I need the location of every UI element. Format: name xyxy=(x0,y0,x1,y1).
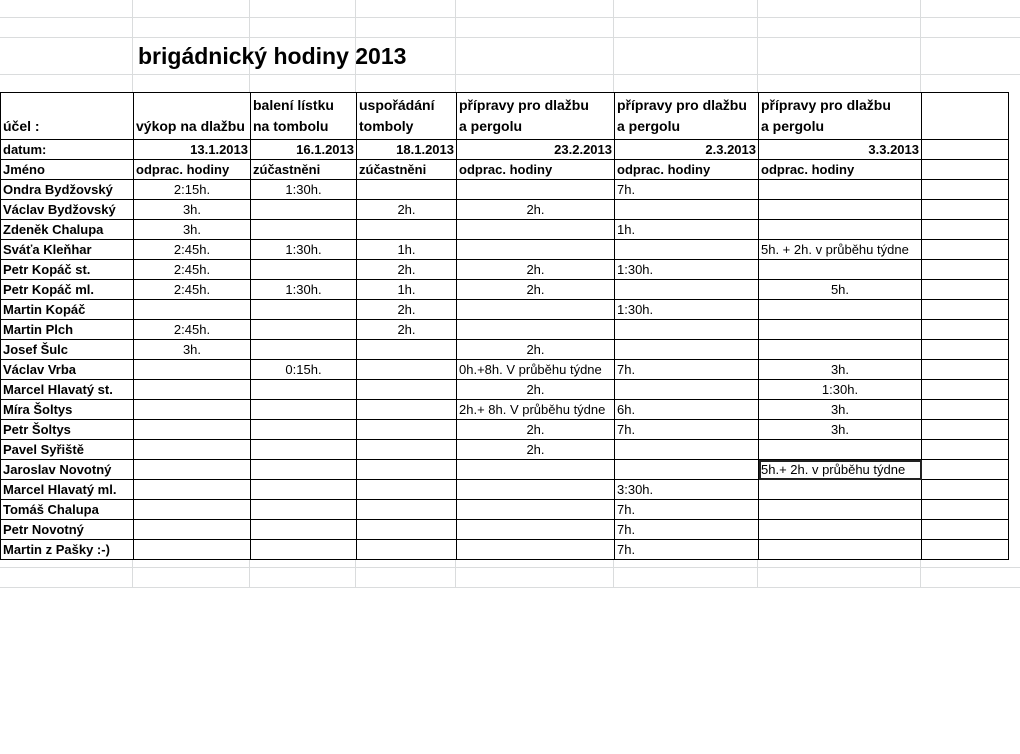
hours-cell[interactable] xyxy=(251,440,357,460)
hours-cell[interactable] xyxy=(251,300,357,320)
hours-cell[interactable] xyxy=(457,540,615,560)
person-name-cell[interactable]: Josef Šulc xyxy=(1,340,134,360)
hours-cell[interactable] xyxy=(457,220,615,240)
date-cell[interactable]: 13.1.2013 xyxy=(134,140,251,160)
table-row xyxy=(1,360,1009,380)
hours-cell[interactable] xyxy=(759,260,922,280)
hours-cell[interactable] xyxy=(759,540,922,560)
hours-cell[interactable]: 7h. xyxy=(615,180,759,200)
hours-cell[interactable]: 3:30h. xyxy=(615,480,759,500)
purpose-line: a pergolu xyxy=(761,118,825,134)
hours-cell[interactable]: 2h. xyxy=(357,200,457,220)
empty-cell[interactable] xyxy=(922,200,1009,220)
table-row xyxy=(1,500,1009,520)
empty-cell[interactable] xyxy=(922,340,1009,360)
table-row xyxy=(1,200,1009,220)
table-row xyxy=(1,300,1009,320)
hours-cell[interactable]: 2h.+ 8h. V průběhu týdne xyxy=(457,400,615,420)
table-row xyxy=(1,180,1009,200)
hours-cell[interactable] xyxy=(457,520,615,540)
hours-cell[interactable] xyxy=(251,200,357,220)
hours-cell[interactable] xyxy=(357,340,457,360)
hours-cell[interactable]: 0:15h. xyxy=(251,360,357,380)
hours-cell[interactable]: 1:30h. xyxy=(251,280,357,300)
date-cell[interactable]: 2.3.2013 xyxy=(615,140,759,160)
hours-cell[interactable] xyxy=(251,520,357,540)
hours-cell[interactable]: 7h. xyxy=(615,520,759,540)
hours-cell[interactable]: 2:45h. xyxy=(134,320,251,340)
hours-cell[interactable]: 5h. xyxy=(759,280,922,300)
purpose-row xyxy=(1,93,1009,140)
purpose-cell[interactable] xyxy=(251,93,357,140)
purpose-line: a pergolu xyxy=(459,118,523,134)
person-name-cell[interactable]: Marcel Hlavatý ml. xyxy=(1,480,134,500)
table-row xyxy=(1,400,1009,420)
table-row xyxy=(1,460,1009,480)
hours-cell[interactable] xyxy=(357,180,457,200)
hours-cell[interactable] xyxy=(759,300,922,320)
hours-cell[interactable] xyxy=(251,480,357,500)
table-row xyxy=(1,380,1009,400)
empty-cell[interactable] xyxy=(922,520,1009,540)
hours-cell[interactable] xyxy=(357,500,457,520)
table-row xyxy=(1,260,1009,280)
empty-cell[interactable] xyxy=(922,440,1009,460)
hours-cell[interactable]: 3h. xyxy=(134,340,251,360)
hours-cell[interactable]: 2:45h. xyxy=(134,240,251,260)
empty-cell[interactable] xyxy=(922,93,1009,140)
hours-cell[interactable]: 2h. xyxy=(457,420,615,440)
hours-cell[interactable]: 5h. + 2h. v průběhu týdne xyxy=(759,240,922,260)
purpose-cell[interactable] xyxy=(615,93,759,140)
hours-cell[interactable] xyxy=(251,380,357,400)
hours-cell[interactable] xyxy=(759,480,922,500)
hours-cell[interactable] xyxy=(134,500,251,520)
hours-cell[interactable]: 2:45h. xyxy=(134,260,251,280)
hours-cell[interactable] xyxy=(251,340,357,360)
hours-cell[interactable] xyxy=(251,540,357,560)
hours-cell[interactable]: 3h. xyxy=(134,220,251,240)
grid-horizontal-line xyxy=(0,37,1020,38)
hours-cell[interactable] xyxy=(134,380,251,400)
hours-cell[interactable] xyxy=(457,460,615,480)
hours-cell[interactable] xyxy=(357,520,457,540)
grid-horizontal-line xyxy=(0,74,1020,75)
empty-cell[interactable] xyxy=(922,400,1009,420)
person-name-cell[interactable]: Zdeněk Chalupa xyxy=(1,220,134,240)
purpose-line: balení lístku xyxy=(253,97,334,113)
name-header-cell[interactable]: Jméno xyxy=(1,160,134,180)
hours-cell[interactable]: 2h. xyxy=(457,380,615,400)
purpose-cell[interactable] xyxy=(357,93,457,140)
hours-cell[interactable]: 2h. xyxy=(357,260,457,280)
hours-cell[interactable] xyxy=(759,200,922,220)
hours-cell[interactable]: 0h.+8h. V průběhu týdne xyxy=(457,360,615,380)
purpose-line: přípravy pro dlažbu xyxy=(761,97,891,113)
hours-cell[interactable] xyxy=(134,460,251,480)
hours-cell[interactable] xyxy=(357,480,457,500)
hours-cell[interactable] xyxy=(357,220,457,240)
hours-cell[interactable] xyxy=(251,400,357,420)
hours-cell[interactable]: 7h. xyxy=(615,540,759,560)
hours-cell[interactable]: 2h. xyxy=(357,320,457,340)
column-header-cell[interactable]: odprac. hodiny xyxy=(615,160,759,180)
hours-cell[interactable]: 3h. xyxy=(759,400,922,420)
grid-horizontal-line xyxy=(0,17,1020,18)
empty-cell[interactable] xyxy=(922,460,1009,480)
table-row xyxy=(1,280,1009,300)
hours-cell[interactable] xyxy=(615,380,759,400)
grid-horizontal-line xyxy=(0,567,1020,568)
purpose-label-cell[interactable] xyxy=(1,93,134,140)
purpose-cell[interactable] xyxy=(134,93,251,140)
hours-cell[interactable] xyxy=(615,460,759,480)
hours-cell[interactable]: 2h. xyxy=(457,260,615,280)
empty-cell[interactable] xyxy=(922,180,1009,200)
table-row xyxy=(1,340,1009,360)
empty-cell[interactable] xyxy=(922,140,1009,160)
purpose-line: a pergolu xyxy=(617,118,681,134)
hours-cell[interactable] xyxy=(134,300,251,320)
column-header-cell[interactable]: zúčastněni xyxy=(251,160,357,180)
empty-cell[interactable] xyxy=(922,380,1009,400)
person-name-cell[interactable]: Martin z Pašky :-) xyxy=(1,540,134,560)
person-name-cell[interactable]: Petr Šoltys xyxy=(1,420,134,440)
hours-cell[interactable]: 2h. xyxy=(457,280,615,300)
hours-cell[interactable] xyxy=(357,540,457,560)
hours-cell[interactable]: 3h. xyxy=(759,420,922,440)
hours-cell[interactable] xyxy=(457,300,615,320)
hours-cell[interactable] xyxy=(251,460,357,480)
table-row xyxy=(1,480,1009,500)
date-label-cell[interactable]: datum: xyxy=(1,140,134,160)
date-cell[interactable]: 3.3.2013 xyxy=(759,140,922,160)
hours-cell[interactable]: 2h. xyxy=(357,300,457,320)
person-name-cell[interactable]: Marcel Hlavatý st. xyxy=(1,380,134,400)
purpose-line: přípravy pro dlažbu xyxy=(617,97,747,113)
table-row xyxy=(1,440,1009,460)
hours-cell[interactable] xyxy=(615,280,759,300)
hours-cell[interactable] xyxy=(615,440,759,460)
purpose-line: tomboly xyxy=(359,118,414,134)
hours-cell[interactable] xyxy=(357,360,457,380)
hours-cell[interactable]: 2h. xyxy=(457,440,615,460)
empty-cell[interactable] xyxy=(922,480,1009,500)
person-name-cell[interactable]: Václav Vrba xyxy=(1,360,134,380)
hours-cell[interactable] xyxy=(357,460,457,480)
empty-cell[interactable] xyxy=(922,260,1009,280)
hours-cell[interactable] xyxy=(457,320,615,340)
empty-cell[interactable] xyxy=(922,300,1009,320)
hours-cell[interactable]: 1h. xyxy=(615,220,759,240)
empty-cell[interactable] xyxy=(922,280,1009,300)
person-name-cell[interactable]: Pavel Syřiště xyxy=(1,440,134,460)
person-name-cell[interactable]: Martin Kopáč xyxy=(1,300,134,320)
hours-cell[interactable]: 5h.+ 2h. v průběhu týdne xyxy=(759,460,922,480)
person-name-cell[interactable]: Martin Plch xyxy=(1,320,134,340)
hours-cell[interactable] xyxy=(357,440,457,460)
empty-cell[interactable] xyxy=(922,220,1009,240)
hours-cell[interactable] xyxy=(134,360,251,380)
hours-cell[interactable]: 2h. xyxy=(457,200,615,220)
column-header-cell[interactable]: odprac. hodiny xyxy=(134,160,251,180)
person-name-cell[interactable]: Petr Kopáč ml. xyxy=(1,280,134,300)
person-name-cell[interactable]: Jaroslav Novotný xyxy=(1,460,134,480)
person-name-cell[interactable]: Míra Šoltys xyxy=(1,400,134,420)
hours-cell[interactable] xyxy=(759,440,922,460)
date-cell[interactable]: 16.1.2013 xyxy=(251,140,357,160)
table-row xyxy=(1,540,1009,560)
hours-cell[interactable] xyxy=(615,240,759,260)
purpose-label: účel : xyxy=(3,118,40,134)
hours-cell[interactable]: 2:45h. xyxy=(134,280,251,300)
hours-cell[interactable] xyxy=(759,340,922,360)
person-name-cell[interactable]: Václav Bydžovský xyxy=(1,200,134,220)
person-name-cell[interactable]: Petr Kopáč st. xyxy=(1,260,134,280)
hours-cell[interactable] xyxy=(759,220,922,240)
empty-cell[interactable] xyxy=(922,540,1009,560)
sheet-title[interactable]: brigádnický hodiny 2013 xyxy=(138,43,407,69)
column-header-cell[interactable]: zúčastněni xyxy=(357,160,457,180)
hours-cell[interactable] xyxy=(457,240,615,260)
purpose-cell[interactable] xyxy=(457,93,615,140)
table-row xyxy=(1,240,1009,260)
hours-cell[interactable] xyxy=(457,480,615,500)
person-name-cell[interactable]: Tomáš Chalupa xyxy=(1,500,134,520)
person-name-cell[interactable]: Petr Novotný xyxy=(1,520,134,540)
hours-cell[interactable] xyxy=(251,320,357,340)
empty-cell[interactable] xyxy=(922,500,1009,520)
hours-cell[interactable] xyxy=(457,500,615,520)
grid-horizontal-line xyxy=(0,587,1020,588)
hours-cell[interactable]: 1h. xyxy=(357,240,457,260)
table-row xyxy=(1,520,1009,540)
purpose-cell[interactable] xyxy=(759,93,922,140)
table-row xyxy=(1,220,1009,240)
column-header-row xyxy=(1,160,1009,180)
hours-cell[interactable] xyxy=(357,400,457,420)
hours-cell[interactable]: 1:30h. xyxy=(251,180,357,200)
hours-cell[interactable] xyxy=(251,420,357,440)
hours-cell[interactable]: 1:30h. xyxy=(615,300,759,320)
hours-cell[interactable] xyxy=(357,380,457,400)
hours-cell[interactable] xyxy=(759,500,922,520)
hours-cell[interactable] xyxy=(615,200,759,220)
hours-cell[interactable]: 1:30h. xyxy=(251,240,357,260)
empty-cell[interactable] xyxy=(922,240,1009,260)
hours-cell[interactable] xyxy=(615,340,759,360)
timesheet-table xyxy=(0,92,1009,560)
hours-cell[interactable]: 3h. xyxy=(759,360,922,380)
hours-cell[interactable]: 1h. xyxy=(357,280,457,300)
date-row xyxy=(1,140,1009,160)
hours-cell[interactable]: 7h. xyxy=(615,420,759,440)
hours-cell[interactable]: 2:15h. xyxy=(134,180,251,200)
empty-cell[interactable] xyxy=(922,160,1009,180)
hours-cell[interactable] xyxy=(759,180,922,200)
hours-cell[interactable] xyxy=(357,420,457,440)
hours-cell[interactable] xyxy=(759,520,922,540)
purpose-line: na tombolu xyxy=(253,118,329,134)
hours-cell[interactable]: 7h. xyxy=(615,500,759,520)
purpose-line: přípravy pro dlažbu xyxy=(459,97,589,113)
column-header-cell[interactable]: odprac. hodiny xyxy=(759,160,922,180)
hours-cell[interactable] xyxy=(251,260,357,280)
hours-cell[interactable]: 3h. xyxy=(134,200,251,220)
hours-cell[interactable] xyxy=(134,400,251,420)
hours-cell[interactable] xyxy=(134,440,251,460)
table-row xyxy=(1,420,1009,440)
person-name-cell[interactable]: Ondra Bydžovský xyxy=(1,180,134,200)
person-name-cell[interactable]: Sváťa Kleňhar xyxy=(1,240,134,260)
hours-cell[interactable]: 6h. xyxy=(615,400,759,420)
hours-cell[interactable]: 7h. xyxy=(615,360,759,380)
table-row xyxy=(1,320,1009,340)
hours-cell[interactable] xyxy=(134,520,251,540)
purpose-line: uspořádání xyxy=(359,97,435,113)
hours-cell[interactable] xyxy=(251,500,357,520)
hours-cell[interactable] xyxy=(759,320,922,340)
date-cell[interactable]: 23.2.2013 xyxy=(457,140,615,160)
hours-cell[interactable] xyxy=(615,320,759,340)
hours-cell[interactable] xyxy=(251,220,357,240)
hours-cell[interactable]: 2h. xyxy=(457,340,615,360)
hours-cell[interactable]: 1:30h. xyxy=(615,260,759,280)
hours-cell[interactable] xyxy=(134,540,251,560)
hours-cell[interactable]: 1:30h. xyxy=(759,380,922,400)
column-header-cell[interactable]: odprac. hodiny xyxy=(457,160,615,180)
empty-cell[interactable] xyxy=(922,320,1009,340)
hours-cell[interactable] xyxy=(134,420,251,440)
date-cell[interactable]: 18.1.2013 xyxy=(357,140,457,160)
empty-cell[interactable] xyxy=(922,360,1009,380)
purpose-line: výkop na dlažbu xyxy=(136,118,245,134)
empty-cell[interactable] xyxy=(922,420,1009,440)
hours-cell[interactable] xyxy=(457,180,615,200)
hours-cell[interactable] xyxy=(134,480,251,500)
